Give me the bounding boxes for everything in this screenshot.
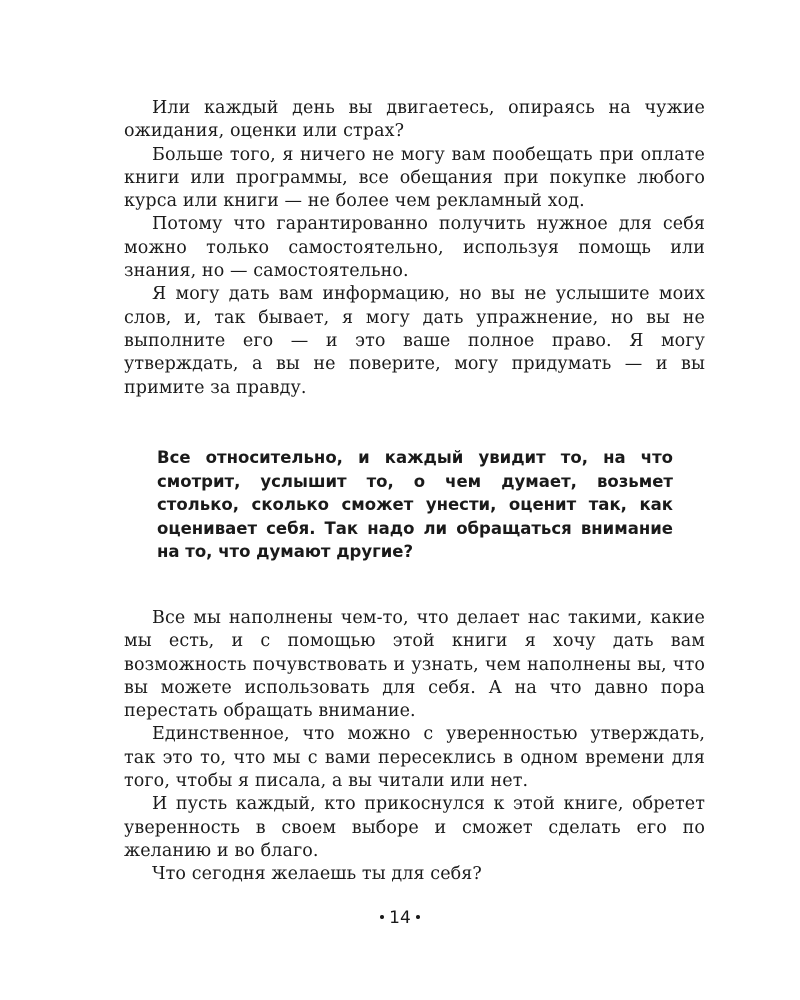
paragraph: Все мы наполнены чем-то, что делает нас такими, какие мы есть, и с помощью этой книги я хочу дать вам возможность почувствовать и узнать, чем наполнены вы, что вы можете использовать для себя. А на что давно пора перестать обращать внимание. [124,608,705,722]
paragraph: Что сегодня желаешь ты для себя? [152,864,482,885]
paragraph: Или каждый день вы двигаетесь, опираясь на чужие ожидания, оценки или страх? [124,98,705,142]
page-number [0,907,800,929]
bottom-text-block [124,607,705,887]
paragraph: Больше того, я ничего не могу вам пообещать при оплате книги или программы, все обещания при покупке любого курса или книги — не более чем рекламный ход. [124,144,705,212]
page-number-label: 14 [389,908,411,928]
paragraph: И пусть каждый, кто прикоснулся к этой книге, обретет уверенность в своем выборе и сможет сделать его по желанию и во благо. [124,794,705,861]
paragraph: Единственное, что можно с уверенностью утверждать, так это то, что мы с вами пересеклись в одном времени для того, чтобы я писала, а вы читали или нет. [124,724,705,792]
pull-quote: Все относительно, и каждый увидит то, на что смотрит, услышит то, о чем думает, возьмет столько, сколько сможет унести, оценит так, как оценивает себя. Так надо ли обращаться внимание на то, что думают другие? [157,448,673,561]
paragraph: Потому что гарантированно получить нужное для себя можно только самостоятельно, используя помощь или знания, но — самостоятельно. [124,214,705,282]
bullet-dot-icon [416,915,420,919]
top-text-block [124,97,705,400]
paragraph: Я могу дать вам информацию, но вы не услышите моих слов, и, так бывает, я могу дать упражнение, но вы не выполните его — и это ваше полное право. Я могу утверждать, а вы не поверите, могу придумать — и вы примите за правду. [124,284,705,398]
bullet-dot-icon [380,915,384,919]
